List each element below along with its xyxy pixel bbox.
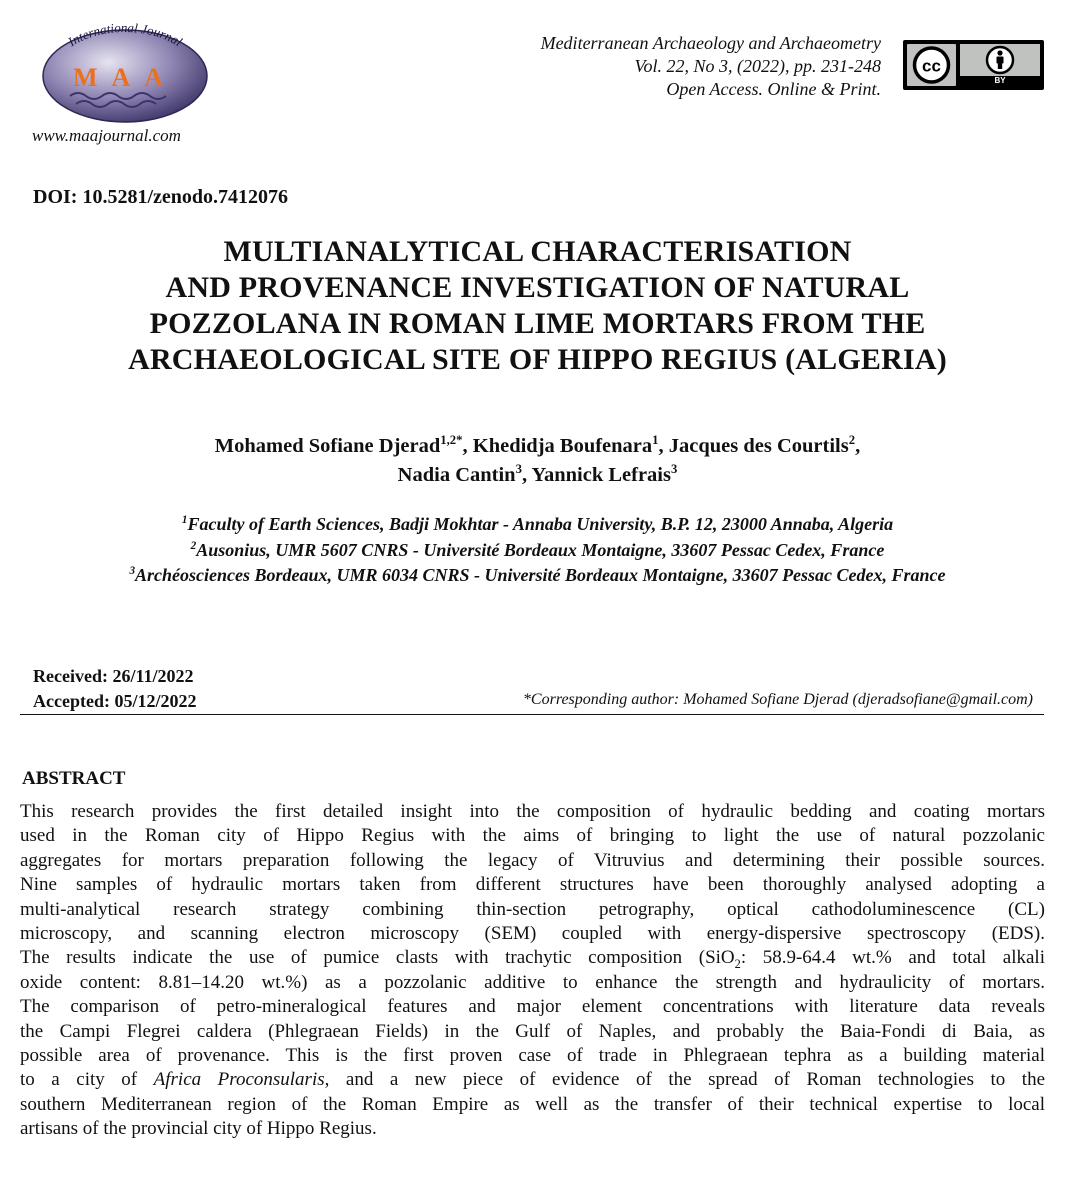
affiliation xyxy=(20,538,1055,564)
doi[interactable]: DOI: 10.5281/zenodo.7412076 xyxy=(33,186,288,208)
affiliation-mark: 2 xyxy=(190,539,197,552)
author-name: Nadia Cantin xyxy=(397,464,516,486)
affiliation xyxy=(20,512,1055,538)
abstract-line: artisans of the provincial city of Hippo Regius. xyxy=(20,1118,377,1140)
abstract-line: The comparison of petro-mineralogical features and major element concentrations with literature data reveals xyxy=(20,996,1045,1018)
abstract-line: This research provides the first detailed insight into the composition of hydraulic bedding and coating mortars xyxy=(20,801,1045,822)
author-affiliation-mark: 3 xyxy=(515,462,522,477)
author-name: Mohamed Sofiane Djerad xyxy=(214,435,441,457)
volume-info: Vol. 22, No 3, (2022), pp. 231-248 xyxy=(634,56,881,76)
author-affiliation-mark: 1 xyxy=(652,433,659,448)
abstract-line: southern Mediterranean region of the Roman Empire as well as the transfer of their technical expertise to local xyxy=(20,1093,1045,1115)
author-line xyxy=(20,461,1055,490)
svg-text:International Journal: International Journal xyxy=(65,20,185,50)
abstract-line: multi-analytical research strategy combining thin-section petrography, optical cathodoluminescence (CL) xyxy=(20,898,1045,920)
abstract-line: Nine samples of hydraulic mortars taken from different structures have been thoroughly analysed adopting a xyxy=(20,874,1045,896)
author-affiliation-mark: 2 xyxy=(848,433,856,448)
submission-dates xyxy=(33,664,196,714)
abstract-heading: ABSTRACT xyxy=(22,768,126,789)
abstract-text: The results indicate the use of pumice clasts with trachytic composition (SiO xyxy=(20,947,735,969)
title-line: ARCHAEOLOGICAL SITE OF HIPPO REGIUS (ALGERIA) xyxy=(128,343,947,376)
author-affiliation-mark: 1,2* xyxy=(440,433,463,448)
site-url[interactable]: www.maajournal.com xyxy=(32,126,181,145)
italic-term: Africa Proconsularis xyxy=(153,1069,325,1091)
received-date: Received: 26/11/2022 xyxy=(33,666,194,686)
author-affiliation-mark: 3 xyxy=(670,462,678,477)
author-separator: , xyxy=(462,435,473,457)
access-info: Open Access. Online & Print. xyxy=(666,79,881,99)
affiliation-list xyxy=(20,512,1055,589)
affiliation-text: Archéosciences Bordeaux, UMR 6034 CNRS - Université Bordeaux Montaigne, 33607 Pessac Cedex, France xyxy=(135,565,946,585)
journal-meta xyxy=(541,32,881,101)
affiliation-text: Faculty of Earth Sciences, Badji Mokhtar - Annaba University, B.P. 12, 23000 Annaba, Algeria xyxy=(187,514,894,534)
affiliation xyxy=(20,563,1055,589)
paper-title xyxy=(20,234,1055,378)
svg-text:cc: cc xyxy=(922,56,941,76)
author-name: Jacques des Courtils xyxy=(668,435,849,457)
cc-by-license-badge[interactable] xyxy=(903,40,1044,90)
affiliation-mark: 1 xyxy=(181,514,188,526)
abstract-line: used in the Roman city of Hippo Regius with the aims of bringing to light the use of natural pozzolanic xyxy=(20,825,1045,847)
abstract-line xyxy=(20,1068,1045,1092)
accepted-date: Accepted: 05/12/2022 xyxy=(33,691,197,711)
author-name: Khedidja Boufenara xyxy=(472,435,653,457)
svg-text:MAA: MAA xyxy=(72,63,178,92)
abstract-text: , and a new piece of evidence of the spread of Roman technologies to the xyxy=(324,1069,1046,1091)
by-label: BY xyxy=(960,76,1040,86)
author-line xyxy=(20,432,1055,461)
author-separator: , xyxy=(658,435,669,457)
abstract-line: aggregates for mortars preparation following the legacy of Vitruvius and determining their possible sources. xyxy=(20,849,1045,871)
title-line: AND PROVENANCE INVESTIGATION OF NATURAL xyxy=(165,271,910,304)
abstract-line: microscopy, and scanning electron microscopy (SEM) coupled with energy-dispersive spectroscopy (EDS). xyxy=(20,923,1045,945)
journal-name: Mediterranean Archaeology and Archaeometry xyxy=(540,33,881,53)
author-separator: , xyxy=(855,435,861,457)
author-separator: , xyxy=(521,464,532,486)
author-list xyxy=(20,432,1055,490)
abstract-body xyxy=(20,800,1045,1142)
affiliation-mark: 3 xyxy=(129,565,136,577)
abstract-text: : 58.9-64.4 wt.% and total alkali xyxy=(740,947,1045,969)
header-divider xyxy=(20,714,1044,715)
subscript: 2 xyxy=(734,957,741,972)
abstract-line: oxide content: 8.81–14.20 wt.%) as a pozzolanic additive to enhance the strength and hydraulicity of mortars. xyxy=(20,971,1045,993)
maa-logo-icon xyxy=(30,20,220,124)
title-line: MULTIANALYTICAL CHARACTERISATION xyxy=(223,235,852,268)
cc-icon xyxy=(907,44,956,86)
title-line: POZZOLANA IN ROMAN LIME MORTARS FROM THE xyxy=(149,307,926,340)
abstract-line: possible area of provenance. This is the first proven case of trade in Phlegraean tephra as a building material xyxy=(20,1045,1045,1067)
corresponding-author[interactable]: *Corresponding author: Mohamed Sofiane Djerad (djeradsofiane@gmail.com) xyxy=(522,691,1033,708)
abstract-text: to a city of xyxy=(20,1069,154,1091)
author-name: Yannick Lefrais xyxy=(531,464,671,486)
affiliation-text: Ausonius, UMR 5607 CNRS - Université Bordeaux Montaigne, 33607 Pessac Cedex, France xyxy=(196,539,885,560)
abstract-line xyxy=(20,946,1045,970)
journal-logo xyxy=(30,20,220,124)
abstract-line: the Campi Flegrei caldera (Phlegraean Fields) in the Gulf of Naples, and probably the Baia-Fondi di Baia, as xyxy=(20,1020,1045,1042)
